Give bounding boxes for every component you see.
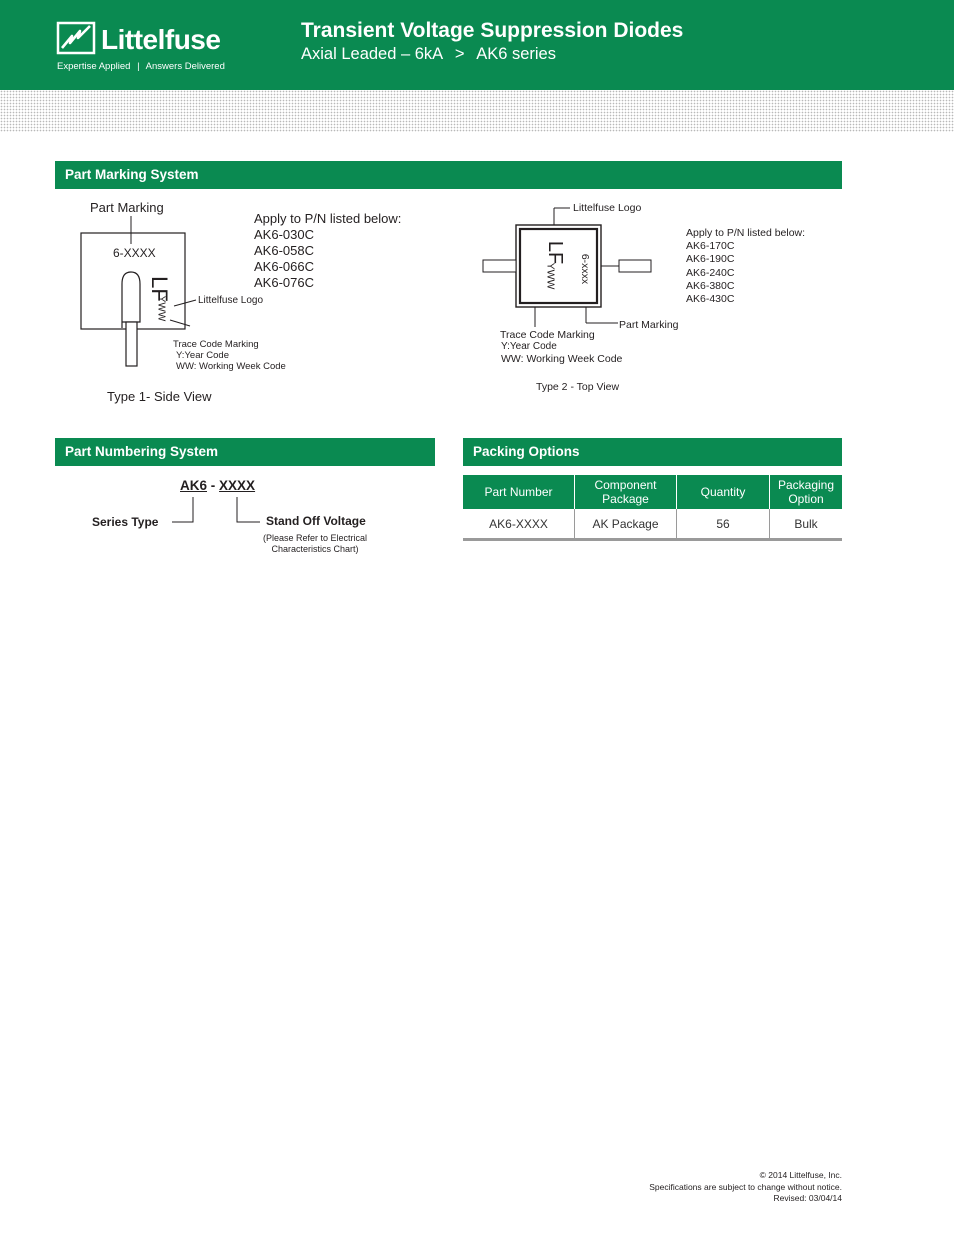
brand-tagline: Expertise Applied | Answers Delivered <box>57 61 225 72</box>
part-number-dash: - <box>210 478 216 493</box>
column-header: Quantity <box>677 475 770 509</box>
type2-part: AK6-430C <box>686 293 735 306</box>
type2-logo-text: LF <box>544 240 567 265</box>
series-type-label: Series Type <box>92 515 159 529</box>
type2-part: AK6-240C <box>686 266 735 279</box>
table-cell: Bulk <box>770 509 843 540</box>
type1-week-code: WW: Working Week Code <box>176 361 286 372</box>
type2-part-marking-label: Part Marking <box>619 319 679 331</box>
page-subtitle <box>301 45 556 64</box>
packing-options-section-title: Packing Options <box>463 438 842 466</box>
header-dot-pattern <box>0 90 954 132</box>
part-number-prefix: AK6 <box>180 478 208 493</box>
part-number-suffix: XXXX <box>219 478 256 493</box>
type1-logo-text: LF <box>146 276 172 302</box>
type2-year-code: Y:Year Code <box>501 341 557 352</box>
type2-apply-list <box>686 227 805 306</box>
footer-notice: Specifications are subject to change without notice. <box>649 1182 842 1192</box>
brand-name: Littelfuse <box>101 24 221 55</box>
type2-part: AK6-170C <box>686 240 735 253</box>
packing-options-table <box>463 475 842 541</box>
type1-apply-list <box>254 211 401 291</box>
part-number-format <box>180 478 255 493</box>
type2-logo-label: Littelfuse Logo <box>573 202 642 214</box>
type1-apply-heading: Apply to P/N listed below: <box>254 211 402 226</box>
part-numbering-leader-lines <box>170 495 270 525</box>
type1-part: AK6-058C <box>254 243 314 258</box>
table-row <box>463 509 842 540</box>
type2-trace-label: Trace Code Marking <box>500 329 595 341</box>
packing-table-header-row <box>463 475 842 509</box>
footer-revised: Revised: 03/04/14 <box>773 1193 842 1203</box>
type1-part-marking-label: Part Marking <box>90 200 164 215</box>
stand-off-voltage-label: Stand Off Voltage <box>266 514 366 528</box>
tagline-left: Expertise Applied <box>57 61 131 72</box>
type1-trace-label: Trace Code Marking <box>173 339 259 350</box>
type2-trace-text: YWW <box>544 262 557 290</box>
littelfuse-logo-icon <box>56 21 96 55</box>
part-numbering-section-title: Part Numbering System <box>55 438 435 466</box>
subtitle-series: AK6 series <box>476 45 556 63</box>
tagline-right: Answers Delivered <box>145 61 225 72</box>
note-line: Characteristics Chart) <box>271 544 359 554</box>
type1-code: 6-XXXX <box>113 246 156 260</box>
type2-part: AK6-190C <box>686 253 735 266</box>
type1-part: AK6-066C <box>254 259 314 274</box>
table-cell: AK6-XXXX <box>489 516 548 531</box>
table-cell: AK Package <box>575 509 677 540</box>
type2-code: 6-xxxx <box>579 253 592 285</box>
subtitle-product: Axial Leaded – 6kA <box>301 45 443 63</box>
type1-view-label: Type 1- Side View <box>107 389 212 404</box>
part-marking-section-title: Part Marking System <box>55 161 842 189</box>
footer-copyright: © 2014 Littelfuse, Inc. <box>759 1170 842 1180</box>
table-cell: 56 <box>677 509 770 540</box>
column-header: Part Number <box>463 475 575 509</box>
type2-part: AK6-380C <box>686 279 735 292</box>
type1-year-code: Y:Year Code <box>176 350 229 361</box>
type2-apply-heading: Apply to P/N listed below: <box>686 227 806 239</box>
page-title: Transient Voltage Suppression Diodes <box>301 19 684 42</box>
type1-part: AK6-076C <box>254 275 314 290</box>
stand-off-voltage-note <box>252 533 378 555</box>
type2-view-label: Type 2 - Top View <box>536 381 620 393</box>
type1-logo-label: Littelfuse Logo <box>198 295 264 306</box>
type1-part: AK6-030C <box>254 227 314 242</box>
column-header: Component Package <box>575 475 677 509</box>
type2-week-code: WW: Working Week Code <box>501 353 623 365</box>
subtitle-separator: > <box>454 45 465 63</box>
column-header: Packaging Option <box>770 475 843 509</box>
note-line: (Please Refer to Electrical <box>262 533 368 543</box>
type1-trace-text: YWW <box>155 295 167 322</box>
